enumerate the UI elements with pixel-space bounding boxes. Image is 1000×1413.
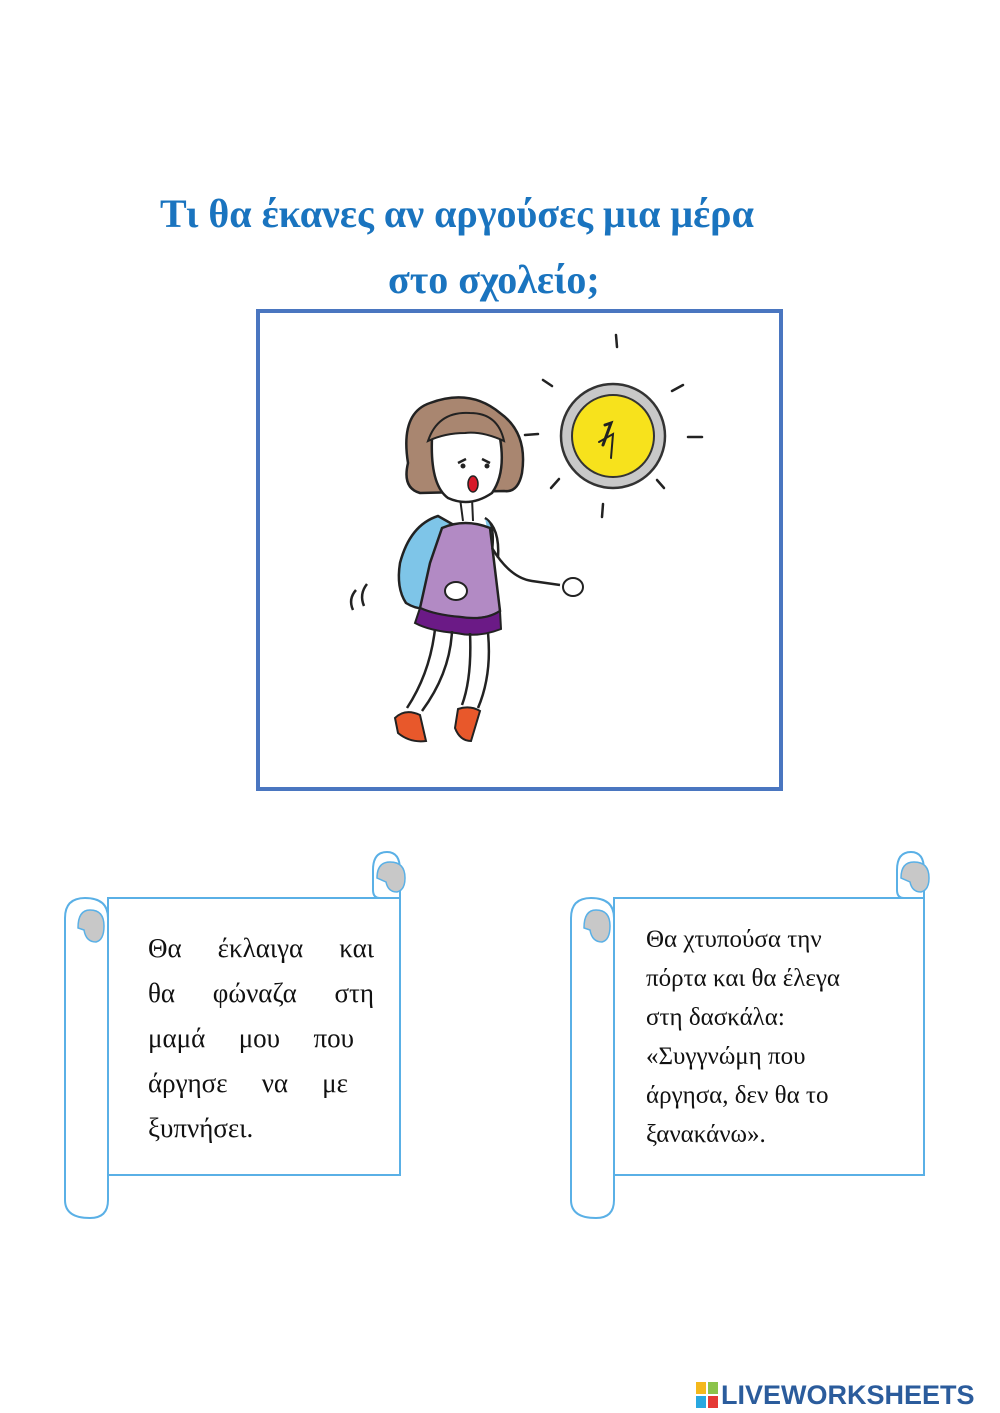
answer-left-line-3: μαμά μου που <box>148 1023 354 1053</box>
liveworksheets-icon <box>696 1382 718 1408</box>
late-girl-with-clock-icon <box>260 313 779 787</box>
brand-name: LIVEWORKSHEETS <box>721 1379 975 1410</box>
clock-icon <box>561 384 665 488</box>
page-title-line-2: στο σχολείο; <box>388 257 600 302</box>
page-title-line-1: Τι θα έκανες αν αργούσες μια μέρα <box>160 191 754 236</box>
liveworksheets-logo <box>696 1378 975 1412</box>
answer-left-text <box>148 926 374 1151</box>
motion-marks <box>351 584 367 610</box>
answer-left-line-1: Θα έκλαιγα και <box>148 933 374 963</box>
face <box>432 431 502 503</box>
answer-left-line-4: άργησε να με <box>148 1068 348 1098</box>
answer-right-text: Θα χτυπούσα την πόρτα και θα έλεγα στη δασκάλα: «Συγγνώμη που άργησα, δεν θα το ξανακάνω». <box>646 926 841 1148</box>
answer-scroll-left <box>60 850 430 1222</box>
answer-left-line-2: θα φώναζα στη <box>148 978 374 1008</box>
answer-left-line-5: ξυπνήσει. <box>148 1113 254 1143</box>
answer-scroll-right <box>566 850 936 1222</box>
illustration-frame <box>256 309 783 791</box>
